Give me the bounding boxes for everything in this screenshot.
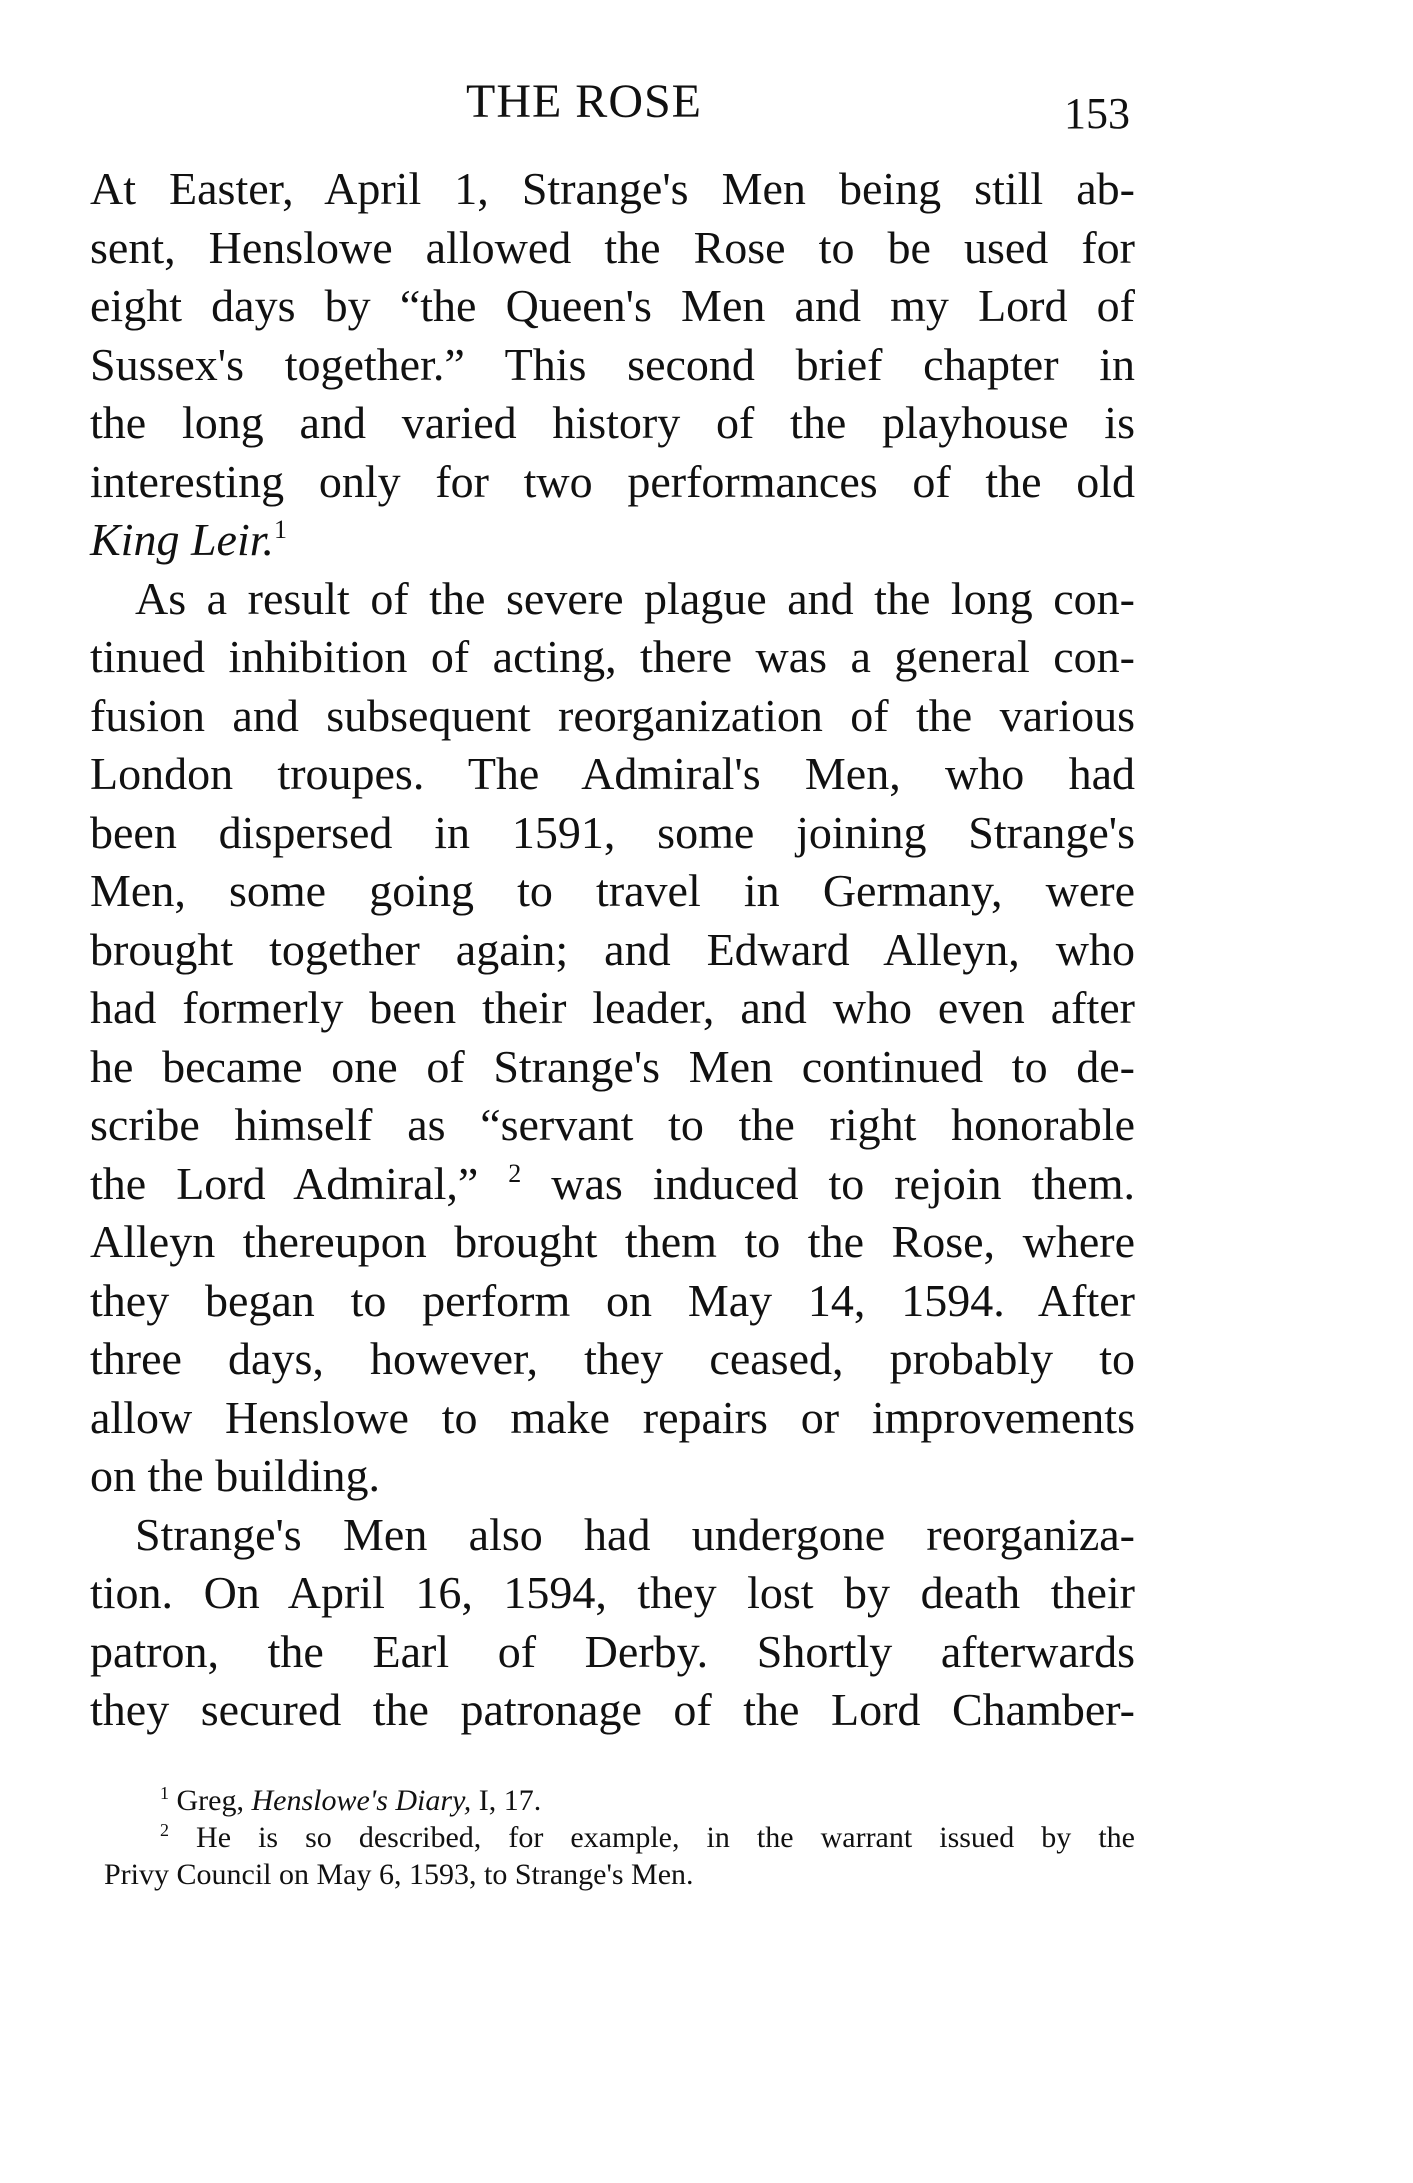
footnote-text: Greg, [176,1784,244,1817]
footnote-marker: 1 [160,1783,169,1803]
text-line: Men, some going to travel in Germany, were [90,865,1135,916]
text-line-last: on the building. [90,1450,381,1501]
footnote-1 [90,1782,1135,1819]
text-line: been dispersed in 1591, some joining Strange's [90,806,1135,858]
text-line: London troupes. The Admiral's Men, who had [90,748,1135,799]
footnote-text: I, 17. [478,1784,542,1817]
page-number: 153 [1064,89,1130,138]
footnote-2-line-1 [90,1819,1135,1856]
text-line-last [90,511,1135,570]
text-line: he became one of Strange's Men continued to de- [90,1040,1135,1092]
text-line [90,1155,1135,1214]
body-text [90,160,1135,1740]
footnote-2-line-2: Privy Council on May 6, 1593, to Strange's Men. [104,1858,694,1891]
text-line: had formerly been their leader, and who even after [90,982,1135,1033]
text-line: fusion and subsequent reorganization of the various [90,689,1135,741]
footnote-ref-1: 1 [274,515,288,544]
text-line: scribe himself as “servant to the right honorable [90,1099,1135,1150]
text-line: the long and varied history of the playhouse is [90,397,1135,448]
text-line: patron, the Earl of Derby. Shortly afterwards [90,1625,1135,1677]
text-line: they began to perform on May 14, 1594. After [90,1274,1135,1326]
footnote-italic-title: Henslowe's Diary, [251,1784,472,1817]
text-line: tion. On April 16, 1594, they lost by death their [90,1567,1135,1618]
text-line: As a result of the severe plague and the long con- [135,572,1135,624]
text-line: three days, however, they ceased, probably to [90,1333,1135,1384]
paragraph-3 [90,1506,1135,1740]
footnote-ref-2: 2 [508,1158,522,1188]
text-line: brought together again; and Edward Alleyn, who [90,923,1135,975]
paragraph-1 [90,160,1135,570]
text-line: interesting only for two performances of the old [90,455,1135,507]
italic-title-king-leir: King Leir. [90,514,275,565]
paragraph-2 [90,570,1135,1506]
running-head-title: THE ROSE [466,75,702,128]
text-line: Strange's Men also had undergone reorganiza- [135,1508,1135,1560]
footnote-text: He is so described, for example, in the warrant issued by the [196,1821,1135,1854]
footnote-marker: 2 [160,1820,169,1840]
text-line: allow Henslowe to make repairs or improvements [90,1391,1135,1443]
text-segment: the Lord Admiral,” [90,1157,479,1209]
text-line: Sussex's together.” This second brief chapter in [90,338,1135,390]
text-segment: was induced to rejoin them. [551,1157,1135,1209]
footnotes [90,1782,1135,1893]
text-line: sent, Henslowe allowed the Rose to be used for [90,221,1135,273]
text-line: At Easter, April 1, Strange's Men being still ab- [90,163,1135,214]
text-line: tinued inhibition of acting, there was a general con- [90,631,1135,682]
text-line: Alleyn thereupon brought them to the Rose, where [90,1216,1135,1267]
text-line: eight days by “the Queen's Men and my Lord of [90,280,1135,331]
text-line: they secured the patronage of the Lord Chamber- [90,1684,1135,1735]
